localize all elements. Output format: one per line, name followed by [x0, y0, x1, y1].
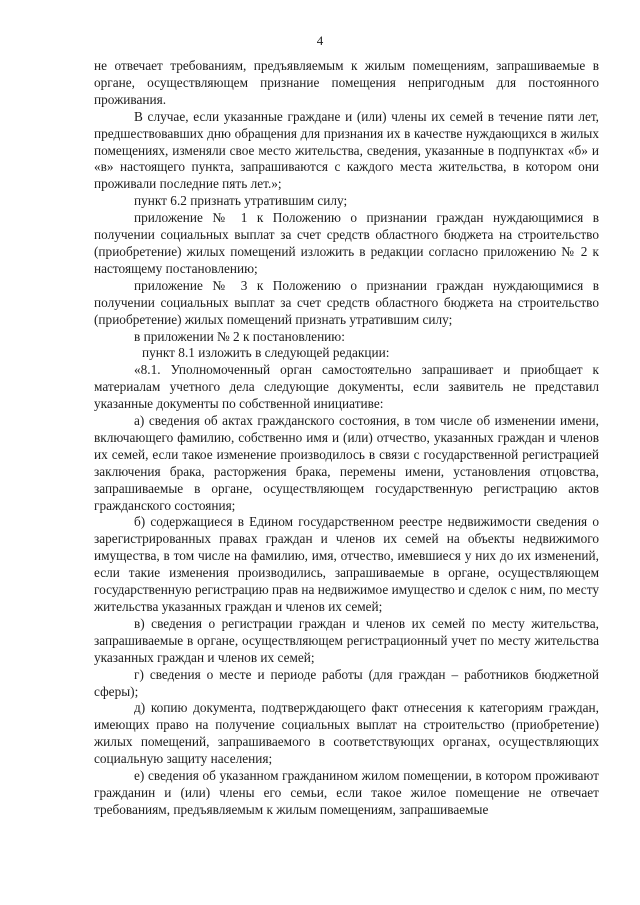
paragraph: г) сведения о месте и периоде работы (для граждан – работников бюджетной сферы); [94, 666, 599, 699]
paragraph: «8.1. Уполномоченный орган самостоятельно запрашивает и приобщает к материалам учетного дела следующие документы, если заявитель не представил указанные документы по собственной инициативе: [94, 362, 599, 412]
paragraph: не отвечает требованиям, предъявляемым к жилым помещениям, запрашиваемые в органе, осуществляющем признание помещения непригодным для постоянного проживания. [94, 58, 599, 107]
document-body [94, 58, 599, 819]
paragraph: пункт 6.2 признать утратившим силу; [134, 193, 348, 209]
paragraph: а) сведения об актах гражданского состояния, в том числе об изменении имени, включающего фамилию, собственно имя и (или) отчество, указанных граждан и членов их семей, если такое изменение производилось в связи с государственной регистрацией заключения брака, расторжения брака, перемены имени, установления отцовства, запрашиваемые в органе, осуществляющем государственную регистрацию актов гражданского состояния; [94, 413, 599, 513]
paragraph: д) копию документа, подтверждающего факт отнесения к категориям граждан, имеющих право на получение социальных выплат на строительство (приобретение) жилых помещений, запрашиваемого в соответствующих органах, осуществляющих социальную защиту населения; [94, 700, 599, 767]
paragraph: пункт 8.1 изложить в следующей редакции: [142, 345, 390, 361]
paragraph: В случае, если указанные граждане и (или) члены их семей в течение пяти лет, предшествовавших дню обращения для признания их в качестве нуждающихся в жилых помещениях, изменяли свое место жительства, сведения, указанные в подпунктах «б» и «в» настоящего пункта, запрашиваются с каждого места жительства, в котором они проживали последние пять лет.»; [94, 108, 599, 192]
paragraph: в) сведения о регистрации граждан и членов их семей по месту жительства, запрашиваемые в органе, осуществляющем регистрационный учет по месту жительства указанных граждан и членов их семей; [94, 615, 599, 665]
paragraph: приложение № 1 к Положению о признании граждан нуждающимися в получении социальных выплат за счет средств областного бюджета на строительство (приобретение) жилых помещений изложить в редакции согласно приложению № 2 к настоящему постановлению; [94, 210, 599, 276]
paragraph: е) сведения об указанном гражданином жилом помещении, в котором проживают гражданин и (или) члены его семьи, если такое жилое помещение не отвечает требованиям, предъявляемым к жилым помещениям, запрашиваемые [94, 768, 599, 817]
page-number: 4 [316, 33, 324, 48]
paragraph: б) содержащиеся в Едином государственном реестре недвижимости сведения о зарегистрированных правах граждан и членов их семей на объекты недвижимого имущества, в том числе на фамилию, имя, отчество, имевшиеся у них до их изменений, если такие изменения производились, запрашиваемые в органе, осуществляющем государственную регистрацию прав на недвижимое имущество и сделок с ним, по месту жительства указанных граждан и членов их семей; [94, 514, 599, 614]
paragraph: приложение № 3 к Положению о признании граждан нуждающимися в получении социальных выплат за счет средств областного бюджета на строительство (приобретение) жилых помещений признать утратившим силу; [94, 277, 599, 327]
paragraph: в приложении № 2 к постановлению: [134, 328, 345, 344]
